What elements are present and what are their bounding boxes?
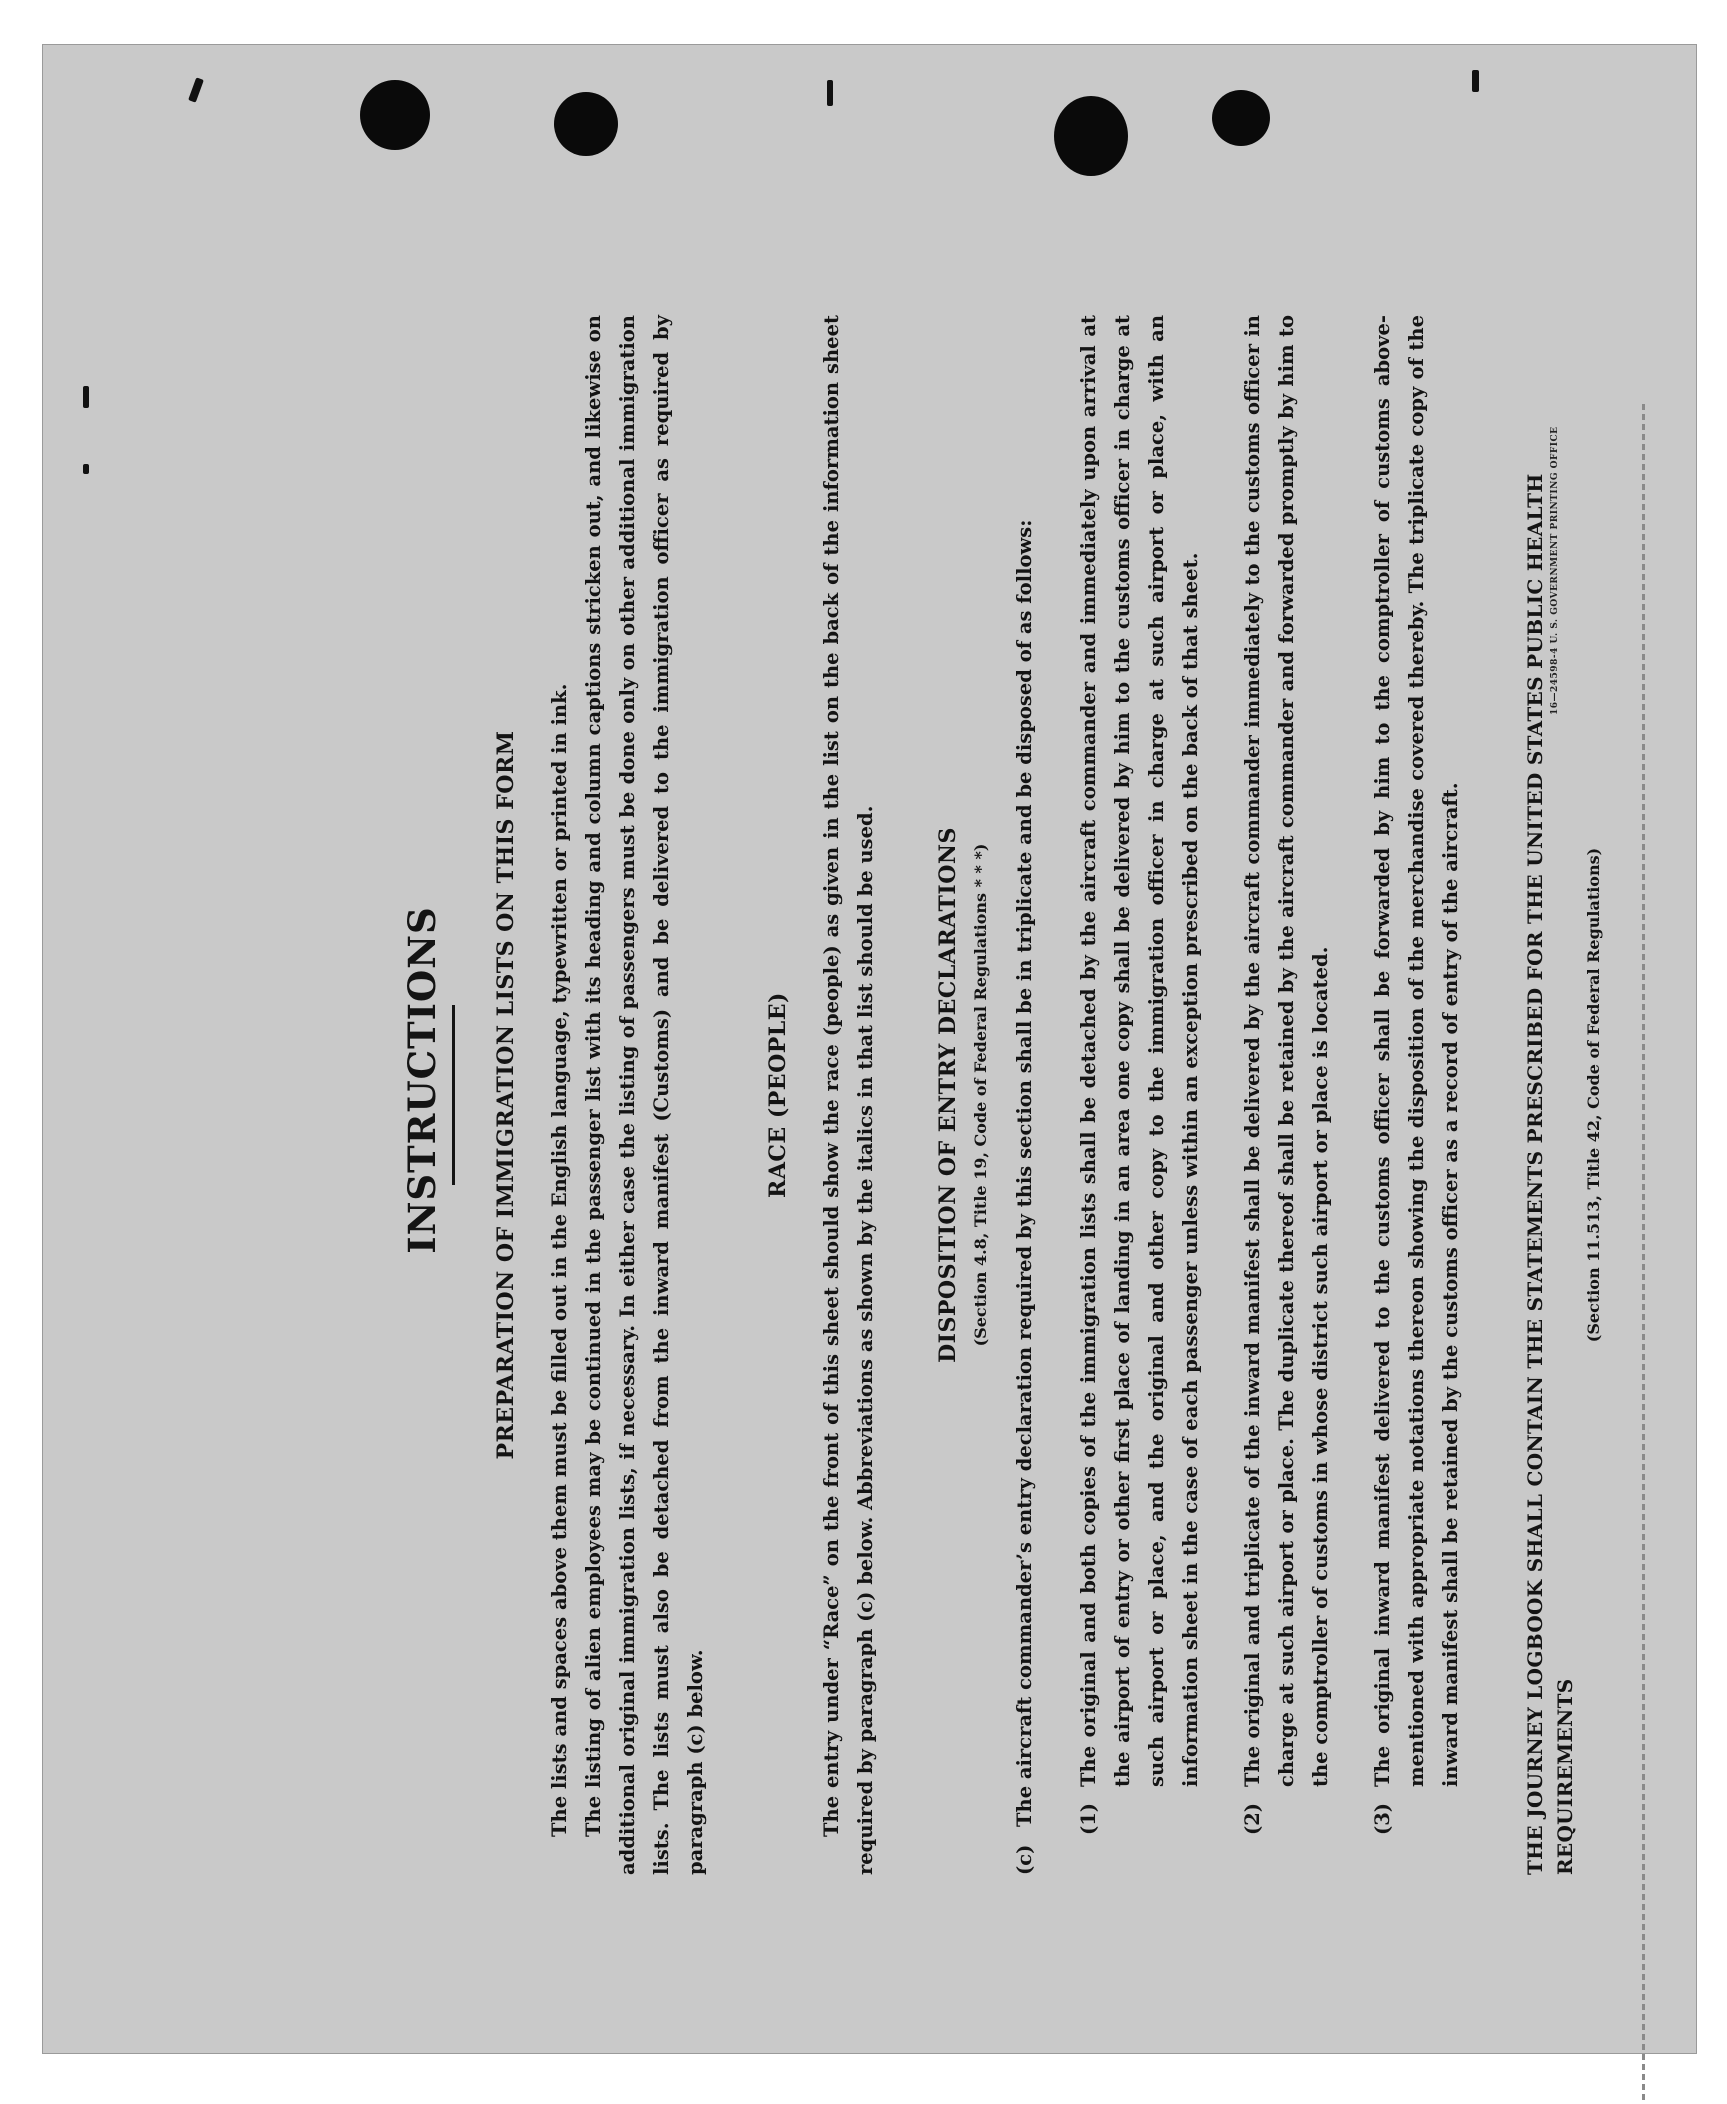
list-item bbox=[1072, 315, 1208, 1835]
preparation-heading: PREPARATION OF IMMIGRATION LISTS ON THIS FORM bbox=[493, 730, 519, 1460]
disposition-citation: (Section 4.8, Title 19, Code of Federal Regulations * * *) bbox=[971, 843, 990, 1347]
ink-speck bbox=[1472, 70, 1479, 92]
punch-hole bbox=[360, 80, 430, 150]
paragraph-c-label: (c) bbox=[1013, 1844, 1036, 1875]
printing-office-code: 16—24598-4 U. S. GOVERNMENT PRINTING OFFICE bbox=[1550, 426, 1560, 715]
punch-hole bbox=[1212, 90, 1270, 146]
list-item bbox=[1366, 315, 1468, 1835]
punch-hole bbox=[1054, 96, 1128, 176]
ink-speck bbox=[83, 386, 89, 408]
item-number: (3) bbox=[1371, 1802, 1394, 1835]
list-item bbox=[1236, 315, 1338, 1835]
disposition-heading: DISPOSITION OF ENTRY DECLARATIONS bbox=[935, 827, 961, 1363]
title-underline bbox=[452, 1005, 455, 1185]
edge-crease bbox=[1642, 404, 1645, 2104]
item-text: The original and triplicate of the inward manifest shall be delivered by the aircraft commander immediately to the customs officer in charge at such airport or place. The duplicate thereof shall be retained by the aircraft commander and forwarded promptly by him to the comptroller of customs in whose district such airport or place is located. bbox=[1241, 315, 1332, 1787]
race-heading: RACE (PEOPLE) bbox=[765, 992, 791, 1198]
ink-speck bbox=[83, 464, 89, 474]
page-title: INSTRUCTIONS bbox=[400, 906, 444, 1254]
instructions-page bbox=[400, 315, 1603, 1875]
item-number: (1) bbox=[1077, 1802, 1100, 1835]
item-text: The original and both copies of the immigration lists shall be detached by the aircraft commander and immediately upon arrival at the airport of entry or other first place of landing in an area one copy shall be delivered by him to the customs officer in charge at such airport or place, and the original and other copy to the immigration officer in charge at such airport or place, with an information sheet in the case of each passenger unless within an exception prescribed on the back of that sheet. bbox=[1077, 315, 1202, 1787]
paragraph-c bbox=[1008, 315, 1042, 1875]
ink-speck bbox=[827, 80, 833, 106]
footer-requirements: THE JOURNEY LOGBOOK SHALL CONTAIN THE STATEMENTS PRESCRIBED FOR THE UNITED STATES PUBLIC HEALTH REQUIREMENTS bbox=[1523, 473, 1577, 1875]
paragraph-c-text: The aircraft commander’s entry declaration required by this section shall be in triplicate and be disposed of as follows: bbox=[1013, 519, 1036, 1827]
punch-hole bbox=[554, 92, 618, 156]
race-paragraph: The entry under “Race” on the front of this sheet should show the race (people) as given in the list on the back of the information sheet required by paragraph (c) below. Abbreviations as shown by the italics in that list should be used. bbox=[820, 315, 877, 1875]
ink-speck bbox=[188, 77, 204, 102]
preparation-paragraph-1: The lists and spaces above them must be filled out in the English language, typewritten or printed in ink. bbox=[548, 683, 571, 1837]
race-section bbox=[765, 315, 883, 1875]
preparation-section bbox=[493, 315, 713, 1875]
footer-citation: (Section 11.513, Title 42, Code of Federal Regulations) bbox=[1584, 847, 1603, 1343]
item-number: (2) bbox=[1241, 1802, 1264, 1835]
preparation-paragraph-2: The listing of alien employees may be continued in the passenger list with its heading and column captions stricken out, and likewise on additional original immigration lists, if necessary. In either case the listing of passengers must be done only on other additional immigration lists. The lists must also be detached from the inward manifest (Customs) and be delivered to the immigration officer as required by paragraph (c) below. bbox=[582, 315, 707, 1875]
disposition-section bbox=[935, 315, 1468, 1875]
item-text: The original inward manifest delivered to the customs officer shall be forwarded by him to the comptroller of customs above-mentioned with appropriate notations thereon showing the disposition of the merchandise covered thereby. The triplicate copy of the inward manifest shall be retained by the customs officer as a record of entry of the aircraft. bbox=[1371, 315, 1462, 1787]
